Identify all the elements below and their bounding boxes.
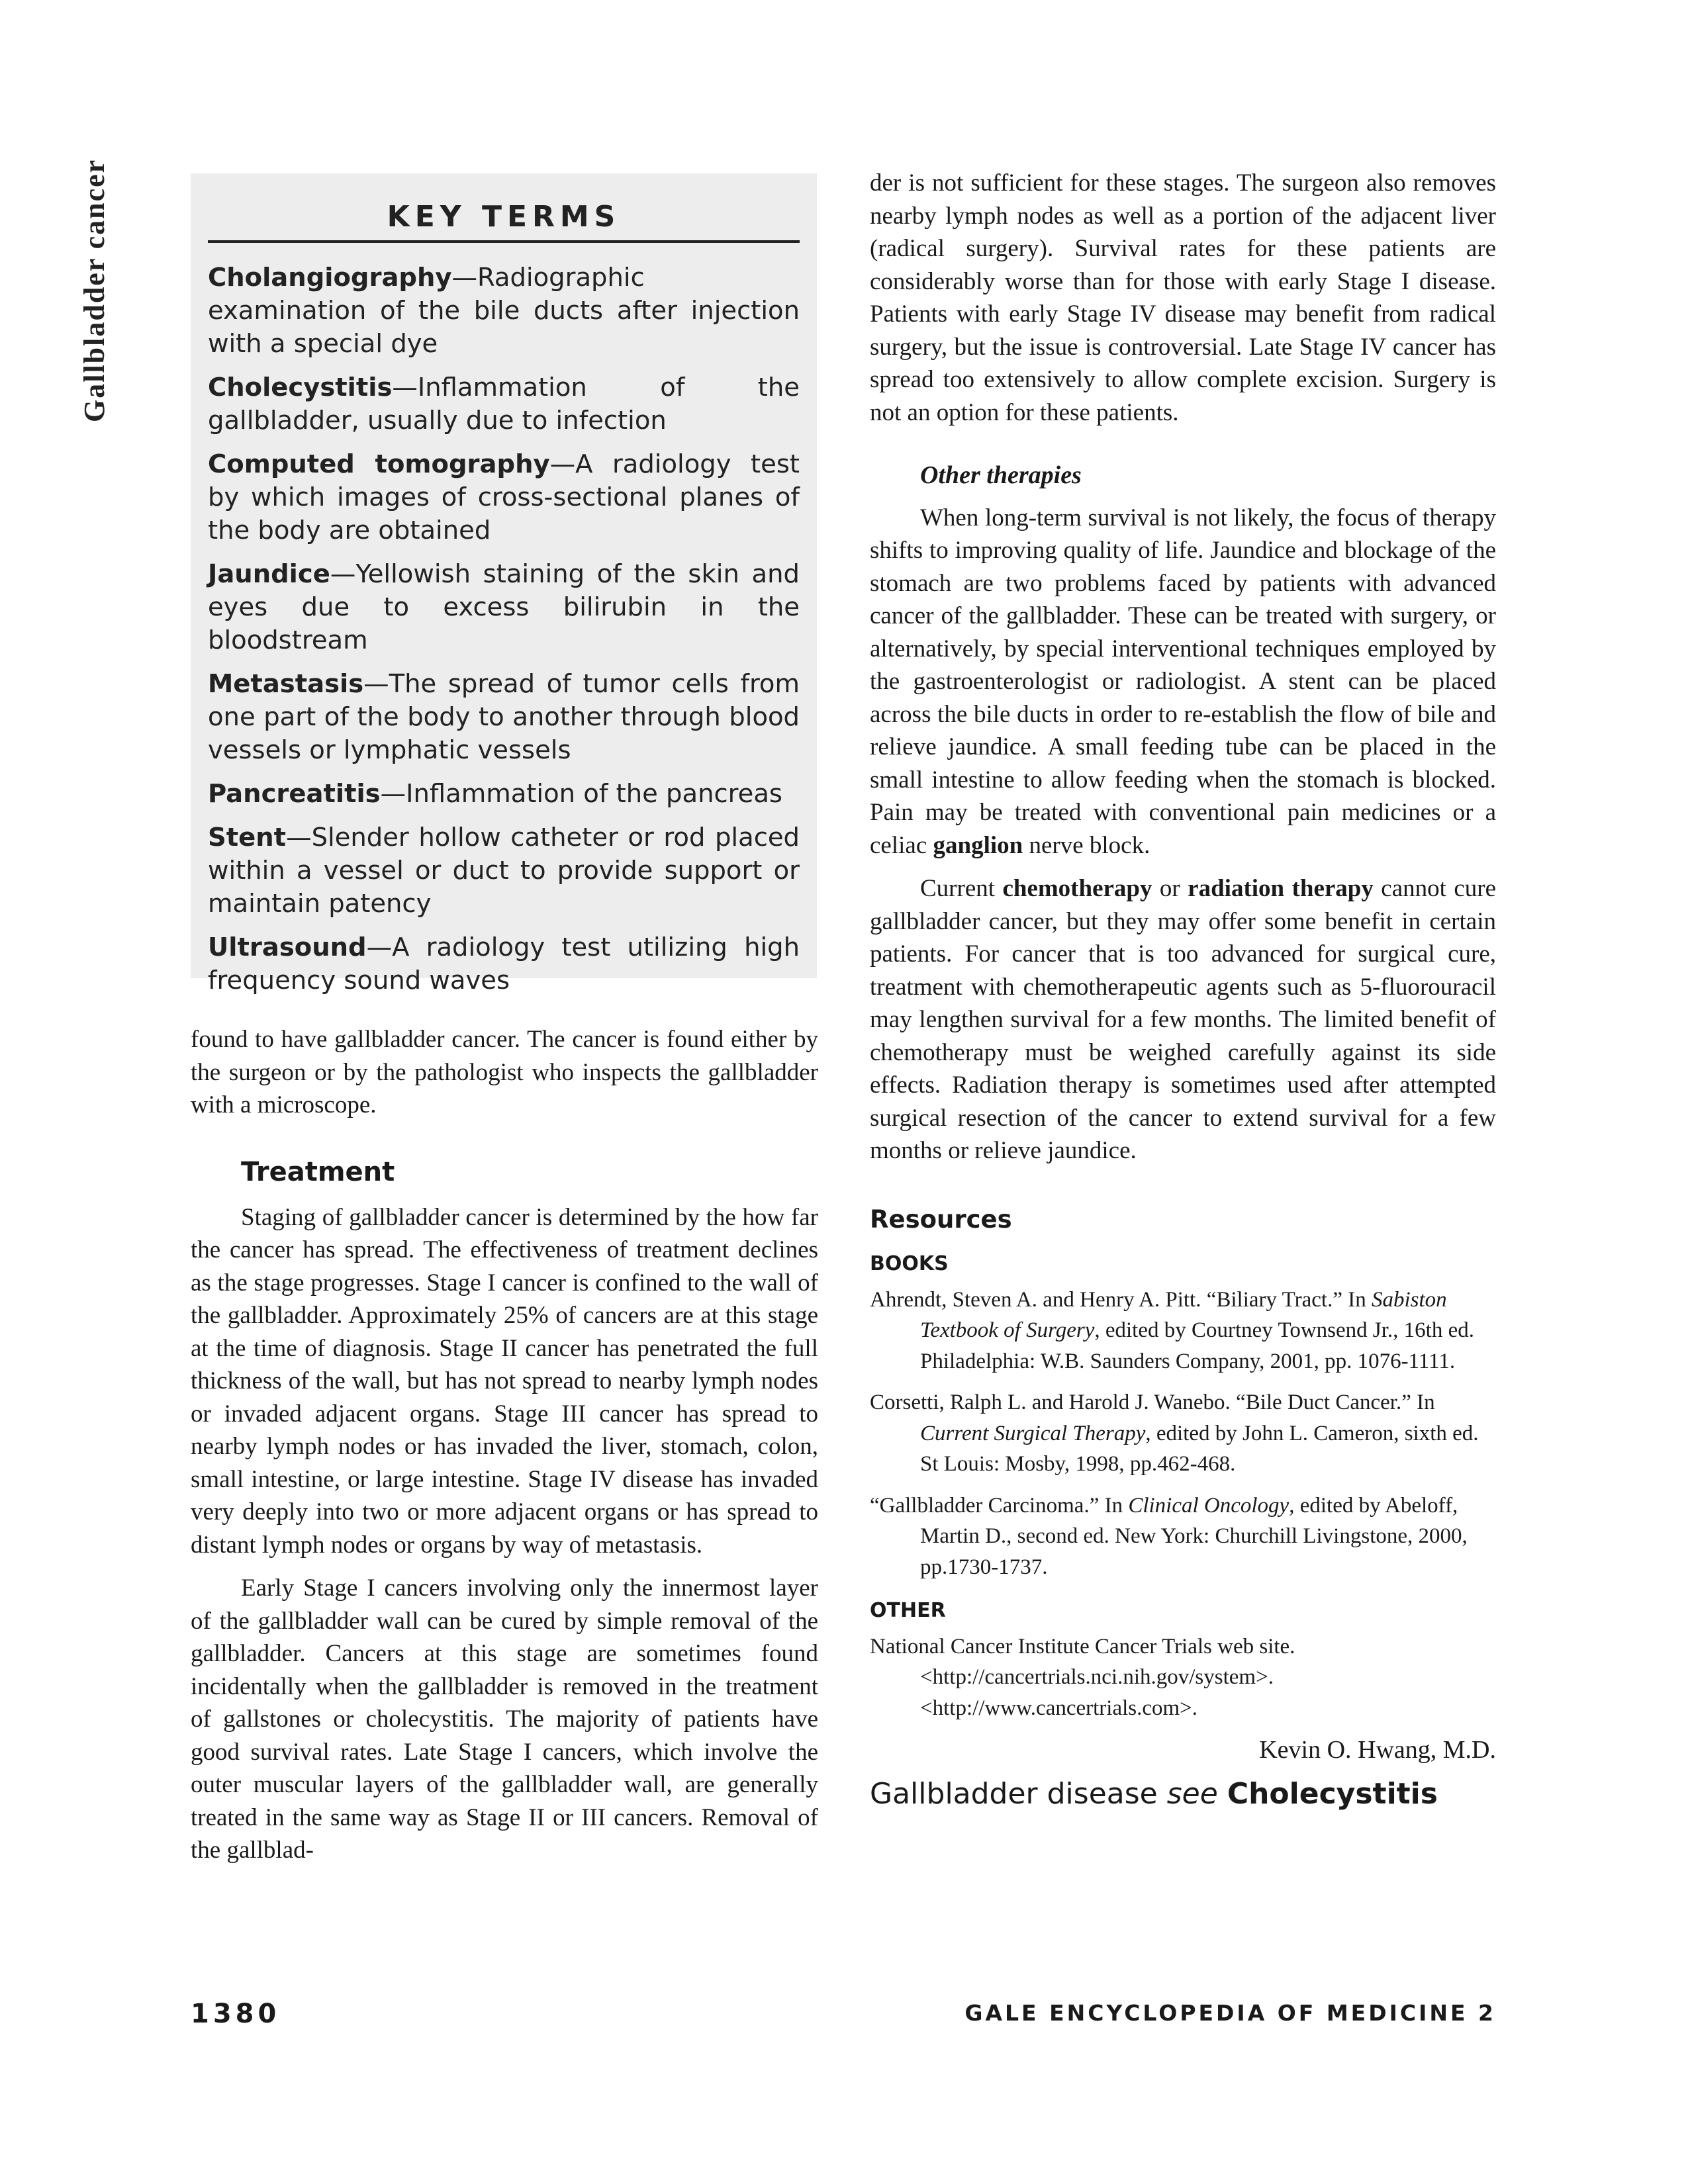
key-term-definition: —The spread of tumor cells from one part of the body to another through blood vessels or lymphatic vessels xyxy=(208,669,800,765)
see-also-lead: Gallbladder disease xyxy=(870,1776,1167,1811)
running-head: Gallbladder cancer xyxy=(78,158,111,422)
text-run: Ahrendt, Steven A. and Henry A. Pitt. “Biliary Tract.” In xyxy=(870,1287,1372,1312)
other-heading: OTHER xyxy=(870,1599,946,1622)
text-run: cannot cure gallbladder cancer, but they may offer some benefit in certain patients. For cancer that is too advanced for surgical cure, treatment with chemotherapeutic agents such as 5-fluorouracil may lengthen survival for a few months. The limited benefit of chemotherapy must be weighed carefully against its side effects. Radiation therapy is sometimes used after attempted surgical resection of the cancer to extend survival for a few months or relieve jaundice. xyxy=(870,875,1496,1164)
author-signature: Kevin O. Hwang, M.D. xyxy=(1259,1736,1496,1764)
key-term-name: Cholangiography xyxy=(208,263,452,293)
page-number: 1380 xyxy=(191,1999,281,2029)
body-paragraph: Staging of gallbladder cancer is determined by the how far the cancer has spread. The effectiveness of treatment declines as the stage progresses. Stage I cancer is confined to the wall of the gallbladder. Approximately 25% of cancers are at this stage at the time of diagnosis. Stage II cancer has penetrated the full thickness of the wall, but has not spread to nearby lymph nodes or invaded adjacent organs. Stage III cancer has spread to nearby lymph nodes or has invaded the liver, stomach, colon, small intestine, or large intestine. Stage IV disease has invaded very deeply into two or more adjacent organs or has spread to distant lymph nodes or organs by way of metastasis. xyxy=(191,1203,818,1559)
text-run: , edited by Courtney Townsend Jr., 16th ed. Philadelphia: W.B. Saunders Company, 2001, pp. 1076-1111. xyxy=(920,1318,1474,1373)
reference-entry xyxy=(870,1285,1496,1377)
key-term-name: Computed tomography xyxy=(208,449,550,479)
body-paragraph: Early Stage I cancers involving only the innermost layer of the gallbladder wall can be cured by simple removal of the gallbladder. Cancers at this stage are sometimes found incidentally when the gallbladder is removed in the treatment of gallstones or cholecystitis. The majority of patients have good survival rates. Late Stage I cancers, which involve the outer muscular layers of the gallbladder wall, are generally treated in the same way as Stage II or III cancers. Removal of the gallblad- xyxy=(191,1574,818,1864)
key-term-name: Pancreatitis xyxy=(208,779,381,809)
text-run: , edited by John L. Cameron, sixth ed. St Louis: Mosby, 1998, pp.462-468. xyxy=(920,1421,1479,1476)
resources-heading: Resources xyxy=(870,1205,1012,1234)
treatment-heading: Treatment xyxy=(241,1156,395,1187)
see-also-word: see xyxy=(1166,1776,1218,1811)
body-paragraph xyxy=(870,872,1496,1167)
text-run: , edited by Abeloff, Martin D., second ed. New York: Churchill Livingstone, 2000, pp.1730-1737. xyxy=(920,1493,1468,1579)
key-terms-title: KEY TERMS xyxy=(208,200,800,243)
key-term-name: Stent xyxy=(208,823,287,852)
reference-title: Current Surgical Therapy xyxy=(920,1421,1146,1445)
see-also-target: Cholecystitis xyxy=(1227,1776,1438,1811)
key-term-definition: —A radiology test utilizing high frequency sound waves xyxy=(208,933,800,995)
see-also-entry xyxy=(870,1778,1496,1811)
bold-term: ganglion xyxy=(933,831,1023,859)
key-term-definition: —Radiographic examination of the bile ducts after injection with a special dye xyxy=(208,263,800,359)
bold-term: radiation therapy xyxy=(1188,875,1374,902)
body-paragraph: der is not sufficient for these stages. The surgeon also removes nearby lymph nodes as well as a portion of the adjacent liver (radical surgery). Survival rates for these patients are considerably worse than for those with early Stage I disease. Patients with early Stage IV disease may benefit from radical surgery, but the issue is controversial. Late Stage IV cancer has spread too extensively to allow complete excision. Surgery is not an option for these patients. xyxy=(870,169,1496,426)
key-term-definition: —Inflammation of the pancreas xyxy=(380,779,782,809)
key-term-definition: —A radiology test by which images of cross-sectional planes of the body are obtained xyxy=(208,449,800,545)
key-term-item xyxy=(208,821,800,921)
publication-title: GALE ENCYCLOPEDIA OF MEDICINE 2 xyxy=(964,2000,1496,2026)
key-term-item xyxy=(208,261,800,361)
key-term-item xyxy=(208,558,800,657)
text-run: When long-term survival is not likely, the focus of therapy shifts to improving quality of life. Jaundice and blockage of the stomach are two problems faced by patients with advanced cancer of the gallbladder. These can be treated with surgery, or alternatively, by special interventional techniques employed by the gastroenterologist or radiologist. A stent can be placed across the bile ducts in order to re-establish the flow of bile and relieve jaundice. A small feeding tube can be placed in the small intestine to allow feeding when the stomach is blocked. Pain may be treated with conventional pain medicines or a celiac xyxy=(870,504,1496,859)
key-term-item xyxy=(208,931,800,997)
key-term-name: Cholecystitis xyxy=(208,373,393,402)
key-term-item xyxy=(208,778,800,811)
text-run: “Gallbladder Carcinoma.” In xyxy=(870,1493,1129,1518)
key-term-definition: —Yellowish staining of the skin and eyes due to excess bilirubin in the bloodstream xyxy=(208,559,800,655)
reference-entry xyxy=(870,1387,1496,1480)
reference-entry xyxy=(870,1490,1496,1583)
books-heading: BOOKS xyxy=(870,1252,949,1275)
body-paragraph xyxy=(870,502,1496,862)
text-run: Corsetti, Ralph L. and Harold J. Wanebo. “Bile Duct Cancer.” In xyxy=(870,1390,1435,1414)
bold-term: chemotherapy xyxy=(1002,875,1152,902)
reference-title: Clinical Oncology xyxy=(1128,1493,1289,1518)
text-run: or xyxy=(1152,875,1188,902)
key-terms-box xyxy=(191,173,817,995)
key-term-item xyxy=(208,668,800,767)
other-therapies-heading: Other therapies xyxy=(920,461,1082,489)
key-term-name: Jaundice xyxy=(208,559,330,589)
reference-entry: National Cancer Institute Cancer Trials web site. <http://cancertrials.nci.nih.gov/system>. <http://www.cancertrials.com>. xyxy=(870,1634,1295,1720)
key-term-name: Metastasis xyxy=(208,669,364,699)
right-column xyxy=(870,167,1496,1821)
key-term-definition: —Slender hollow catheter or rod placed within a vessel or duct to provide support or maintain patency xyxy=(208,823,800,919)
reference-title: Sabiston Textbook of Surgery xyxy=(920,1287,1447,1342)
key-term-item xyxy=(208,371,800,437)
key-term-name: Ultrasound xyxy=(208,933,367,962)
text-run: nerve block. xyxy=(1023,831,1150,859)
body-paragraph: found to have gallbladder cancer. The cancer is found either by the surgeon or by the pathologist who inspects the gallbladder with a microscope. xyxy=(191,1026,818,1118)
text-run: Current xyxy=(920,875,1003,902)
left-column xyxy=(191,1023,818,1878)
key-term-item xyxy=(208,448,800,547)
key-term-definition: —Inflammation of the gallbladder, usually due to infection xyxy=(208,373,800,435)
